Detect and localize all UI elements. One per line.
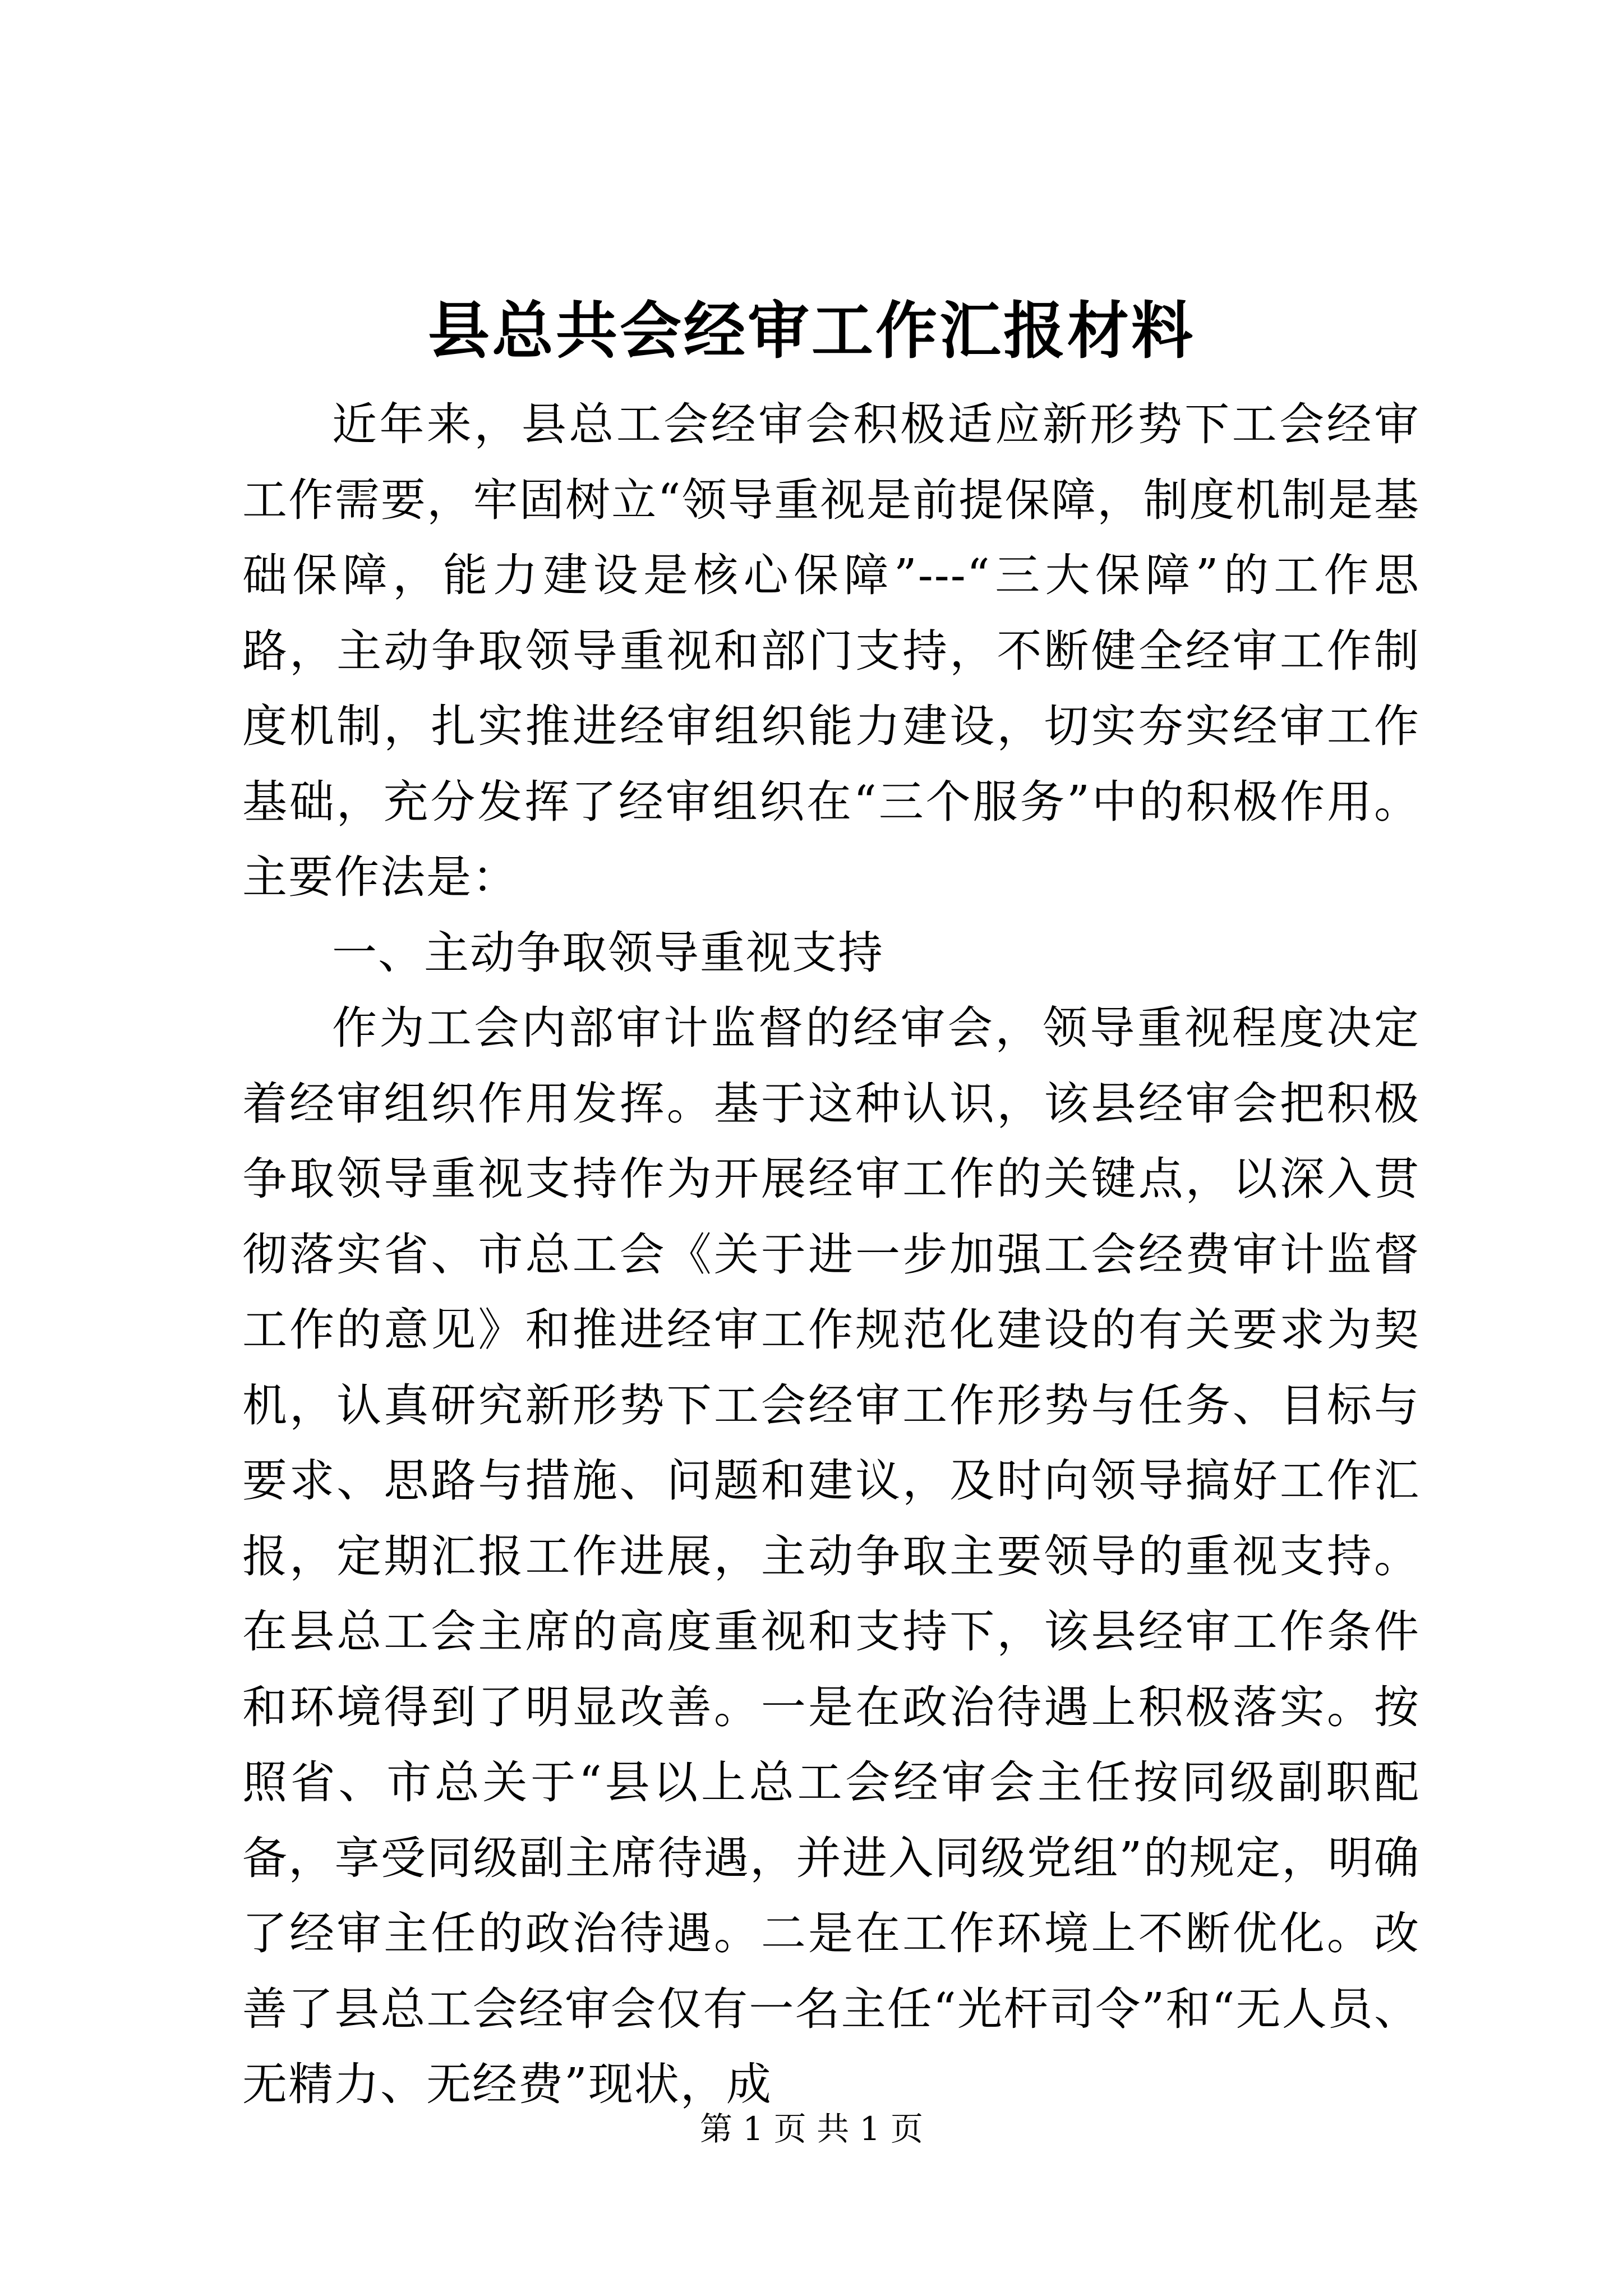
section-heading: 一、主动争取领导重视支持 — [332, 926, 884, 979]
page-footer — [0, 2106, 1623, 2151]
page-number: 第 1 页 共 1 页 — [700, 2110, 923, 2148]
intro-paragraph: 近年来，县总工会经审会积极适应新形势下工会经审工作需要，牢固树立“领导重视是前提保障，制度机制是基础保障，能力建设是核心保障”---“三大保障”的工作思路，主动争取领导重视和部门支持，不断健全经审工作制度机制，扎实推进经审组织能力建设，切实夯实经审工作基础，充分发挥了经审组织在“三个服务”中的积极作用。主要作法是： — [242, 398, 1420, 903]
section-paragraph: 作为工会内部审计监督的经审会，领导重视程度决定着经审组织作用发挥。基于这种认识，该县经审会把积极争取领导重视支持作为开展经审工作的关键点，以深入贯彻落实省、市总工会《关于进一步加强工会经费审计监督工作的意见》和推进经审工作规范化建设的有关要求为契机，认真研究新形势下工会经审工作形势与任务、目标与要求、思路与措施、问题和建议，及时向领导搞好工作汇报，定期汇报工作进展，主动争取主要领导的重视支持。在县总工会主席的高度重视和支持下，该县经审工作条件和环境得到了明显改善。一是在政治待遇上积极落实。按照省、市总关于“县以上总工会经审会主任按同级副职配备，享受同级副主席待遇，并进入同级党组”的规定，明确了经审主任的政治待遇。二是在工作环境上不断优化。改善了县总工会经审会仅有一名主任“光杆司令”和“无人员、无精力、无经费”现状，成 — [242, 1002, 1420, 2110]
document-body — [242, 387, 1420, 2123]
document-title: 县总共会经审工作汇报材料 — [428, 295, 1195, 367]
